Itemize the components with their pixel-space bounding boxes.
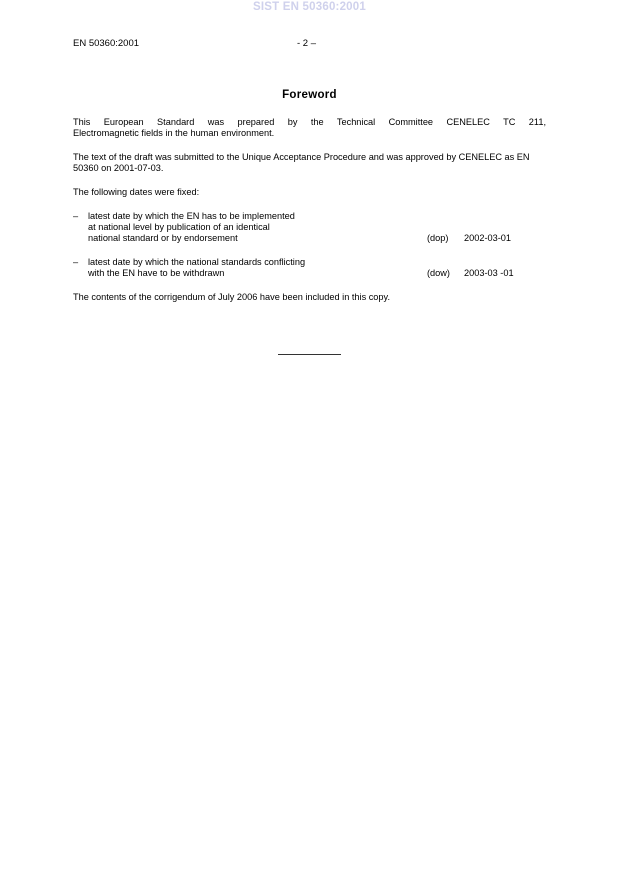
date-item-dop — [73, 211, 546, 244]
date-code: (dop) — [427, 233, 449, 243]
date-item-text: at national level by publication of an identical — [88, 222, 270, 232]
end-divider — [278, 354, 341, 355]
paragraph-committee — [73, 117, 546, 139]
paragraph-approval: The text of the draft was submitted to the Unique Acceptance Procedure and was approved by CENELEC as EN 50360 on 2001-07-03. — [73, 152, 530, 173]
watermark: SIST EN 50360:2001 — [253, 1, 366, 13]
date-item-dow — [73, 257, 546, 279]
date-item-text: latest date by which the EN has to be implemented — [88, 211, 295, 221]
list-dash: – — [73, 211, 79, 221]
date-value: 2002-03-01 — [464, 233, 511, 243]
paragraph-line: Electromagnetic fields in the human environment. — [73, 128, 275, 138]
date-value: 2003-03 -01 — [464, 268, 514, 278]
paragraph-dates-intro: The following dates were fixed: — [73, 187, 200, 197]
date-code: (dow) — [427, 268, 450, 278]
date-item-text: with the EN have to be withdrawn — [88, 268, 225, 278]
page-number: - 2 – — [297, 38, 317, 49]
section-title: Foreword — [282, 89, 337, 101]
document-id: EN 50360:2001 — [73, 38, 140, 49]
list-dash: – — [73, 257, 79, 267]
date-item-text: latest date by which the national standards conflicting — [88, 257, 306, 267]
foreword-section — [73, 88, 546, 316]
date-item-text: national standard or by endorsement — [88, 233, 238, 243]
paragraph-line: This European Standard was prepared by the Technical Committee CENELEC TC 211, — [73, 117, 546, 127]
paragraph-corrigendum: The contents of the corrigendum of July 2006 have been included in this copy. — [73, 292, 390, 302]
